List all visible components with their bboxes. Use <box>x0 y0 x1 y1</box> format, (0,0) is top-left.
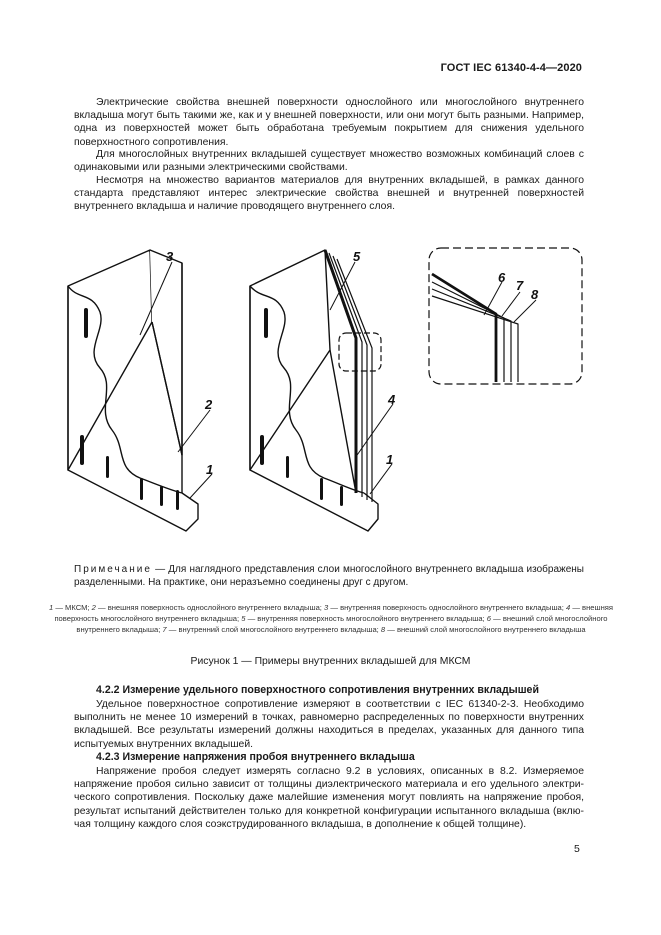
legend-text-8: — внешний слой многослойного внутреннего вкладыша <box>385 625 586 634</box>
legend-text-4: — внешняя поверхность многослойного внутреннего вкладыша; <box>54 603 614 623</box>
legend-text-2: — внешняя поверхность однослойного внутреннего вкладыша; <box>95 603 325 612</box>
figure-note <box>74 563 584 589</box>
intro-paragraph-3: Несмотря на множество вариантов материалов для внутренних вкладышей, в рамках данного стандарта представляют интерес электрические свойства внешней и внутренней поверхностей внутреннего вкладыша и наличие проводящего внутреннего слоя. <box>74 175 584 213</box>
legend-text-3: — внутренняя поверхность однослойного внутреннего вкладыша; <box>328 603 566 612</box>
legend-num-7: 7 <box>162 625 167 634</box>
page-number: 5 <box>574 843 580 855</box>
legend-num-5: 5 <box>241 614 246 623</box>
legend-text-1: — МКСМ; <box>53 603 92 612</box>
section-4-2-3-text: Напряжение пробоя следует измерять согласно 9.2 в условиях, описанных в 8.2. Измеряемое напряжение пробоя сильно зависит от толщины диэлектрического материала и его удельного электрического сопротивления. Поскольку даже малейшие изменения могут повлиять на напряжение пробоя, результат испытаний действителен только для конкретной конфигурации испытанного вкладыша (включая толщину каждого слоя соэкструдированного вкладыша, в дополнение к общей толщине). <box>74 766 584 830</box>
callout-5: 5 <box>353 249 361 264</box>
section-4-2-3-heading: 4.2.3 Измерение напряжения пробоя внутреннего вкладыша <box>96 751 415 763</box>
figure-legend <box>48 602 614 635</box>
callout-3: 3 <box>166 249 174 264</box>
legend-num-4: 4 <box>566 603 571 612</box>
callout-1-middle: 1 <box>386 452 394 467</box>
legend-text-7: — внутренний слой многослойного внутреннего вкладыша; <box>166 625 381 634</box>
document-code: ГОСТ IEC 61340-4-4—2020 <box>440 62 582 74</box>
legend-num-2: 2 <box>91 603 96 612</box>
layer-detail-drawing <box>429 248 582 384</box>
callout-7: 7 <box>516 278 524 293</box>
legend-num-3: 3 <box>324 603 329 612</box>
note-label: Примечание <box>74 564 152 575</box>
legend-text-5: — внутренняя поверхность многослойного внутреннего вкладыша; <box>245 614 487 623</box>
figure-caption: Рисунок 1 — Примеры внутренних вкладышей для МКСМ <box>190 656 471 667</box>
callout-4: 4 <box>388 392 396 407</box>
legend-num-6: 6 <box>486 614 492 623</box>
intro-paragraph-1: Электрические свойства внешней поверхности однослойного или многослойного внутреннего вкладыша могут быть такими же, как и у внешней поверхности, или они могут быть разными. Например, одна из поверхностей может быть обработана требуемым покрытием для снижения удельного поверхностного сопротивления. <box>74 97 584 148</box>
legend-text-6: — внешний слой многослойного внутреннего вкладыша; <box>76 614 608 634</box>
note-text: — Для наглядного представления слои многослойного внутреннего вкладыша изображены разделенными. На практике, они неразъемно соединены друг с другом. <box>74 564 584 588</box>
legend-num-1: 1 <box>48 603 54 612</box>
multi-layer-liner-drawing <box>250 250 381 531</box>
section-4-2-2-heading: 4.2.2 Измерение удельного поверхностного сопротивления внутренних вкладышей <box>96 684 539 696</box>
callout-1-left: 1 <box>206 462 214 477</box>
intro-paragraph-2: Для многослойных внутренних вкладышей существует множество возможных комбинаций слоев с одинаковыми или разными электрическими свойствами. <box>74 149 584 174</box>
single-layer-liner-drawing <box>68 250 198 531</box>
section-4-2-2-text: Удельное поверхностное сопротивление измеряют в соответствии с IEC 61340-2-3. Необходимо выполнить не менее 10 измерений в точках, равномерно распределенных по поверхности внутренних вкладышей. Все результаты измерений должны находиться в пределах, указанных для данного типа испытуемых внутренних вкладышей. <box>74 699 584 750</box>
legend-num-8: 8 <box>380 625 386 634</box>
callout-8: 8 <box>531 287 539 302</box>
callout-2: 2 <box>205 397 213 412</box>
callout-6: 6 <box>498 270 506 285</box>
